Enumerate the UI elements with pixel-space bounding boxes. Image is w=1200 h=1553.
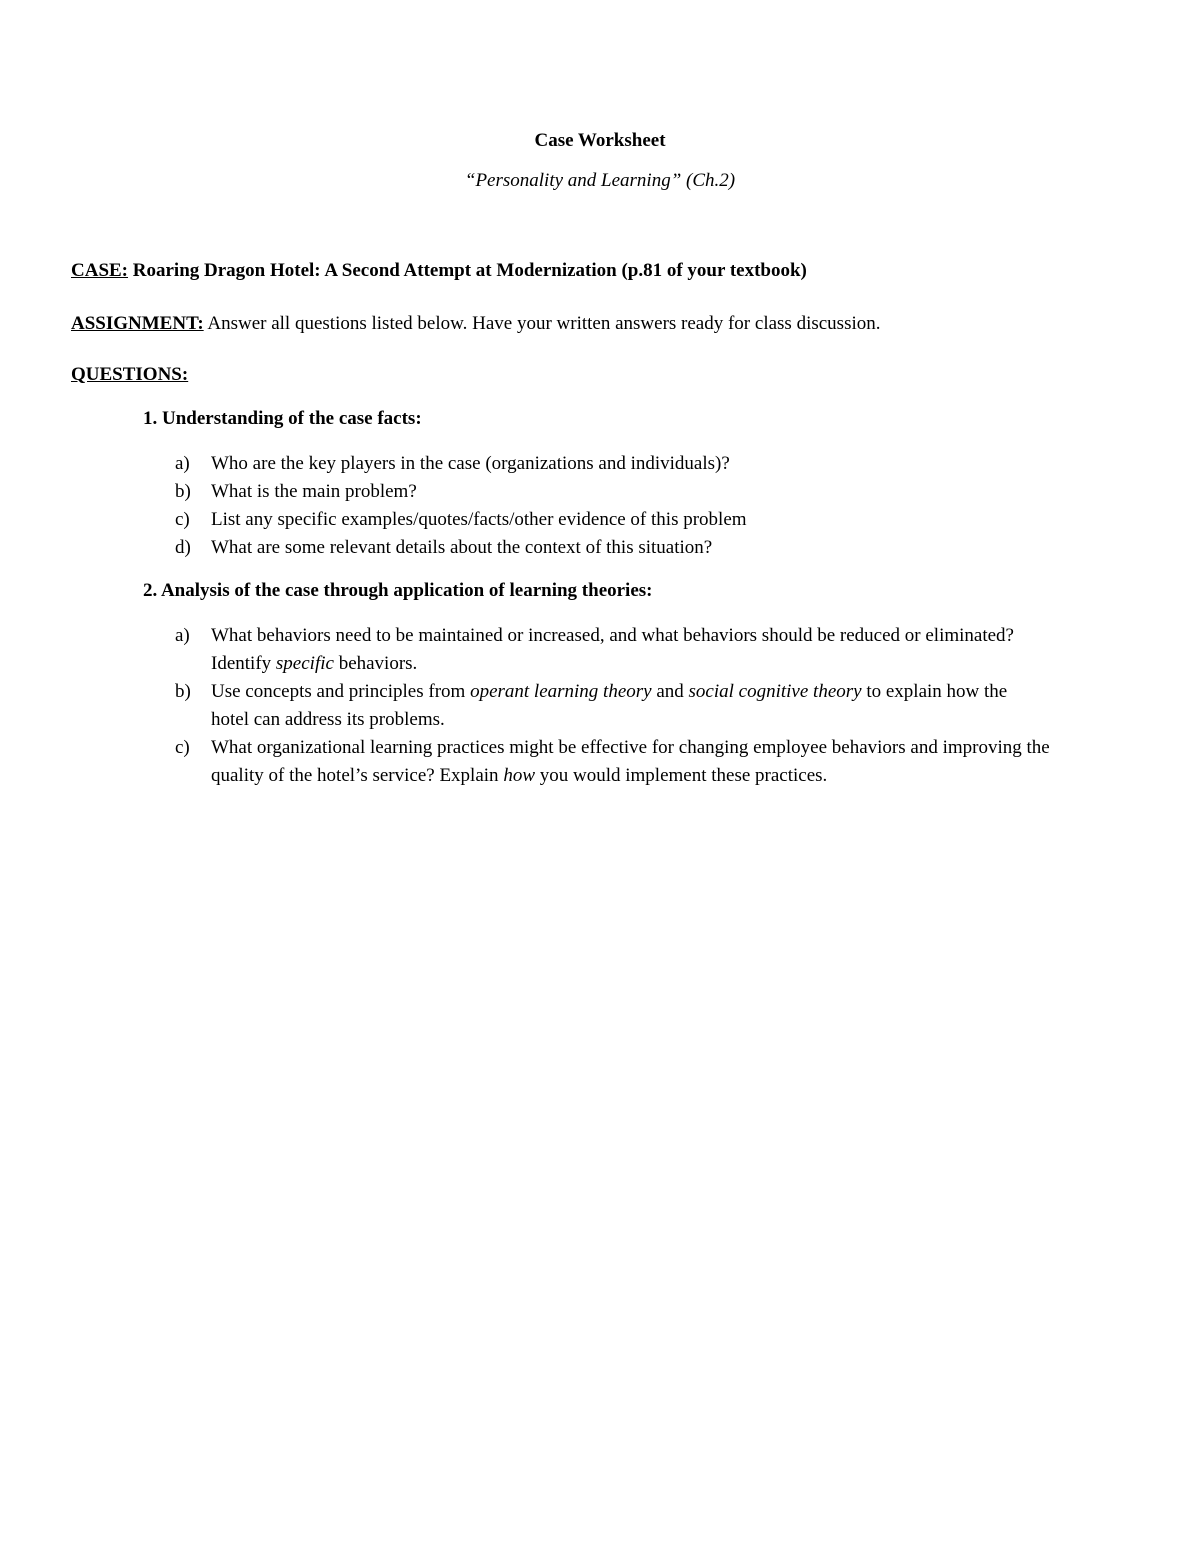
item-text-part: What behaviors need to be maintained or increased, and what behaviors should be reduced or eliminated? Identify	[211, 625, 1014, 674]
item-marker: d)	[175, 537, 191, 558]
item-marker: a)	[175, 453, 190, 474]
item-text-emphasis: operant learning theory	[470, 681, 652, 702]
item-marker: b)	[175, 481, 191, 502]
case-line	[71, 260, 807, 282]
list-item	[175, 534, 1095, 562]
item-text	[211, 734, 1095, 790]
item-text-part: you would implement these practices.	[535, 765, 828, 786]
list-item	[175, 622, 1065, 678]
assignment-line	[71, 313, 881, 335]
item-text: Who are the key players in the case (organizations and individuals)?	[211, 453, 730, 474]
page-subtitle: “Personality and Learning” (Ch.2)	[464, 170, 736, 191]
item-marker: b)	[175, 681, 191, 702]
item-text-emphasis: specific	[275, 653, 334, 674]
item-text-part: to explain how the hotel can address its problems.	[211, 681, 1008, 730]
item-text-part: Use concepts and principles from	[211, 681, 471, 702]
item-text: List any specific examples/quotes/facts/other evidence of this problem	[211, 509, 747, 530]
section1-heading: 1. Understanding of the case facts:	[143, 408, 422, 429]
list-item	[175, 450, 1095, 478]
item-text	[211, 678, 1025, 734]
item-text-emphasis: social cognitive theory	[688, 681, 862, 702]
list-item	[175, 478, 1095, 506]
list-item	[175, 678, 1025, 734]
section2-heading: 2. Analysis of the case through application of learning theories:	[143, 580, 653, 601]
item-text-part: behaviors.	[333, 653, 418, 674]
assignment-text: Answer all questions listed below. Have your written answers ready for class discussion.	[203, 313, 881, 334]
case-label: CASE:	[71, 260, 129, 281]
item-marker: c)	[175, 509, 190, 530]
questions-heading: QUESTIONS:	[71, 364, 189, 385]
item-text: What are some relevant details about the context of this situation?	[211, 537, 713, 558]
list-item	[175, 734, 1095, 790]
item-marker: c)	[175, 737, 190, 758]
assignment-label: ASSIGNMENT:	[71, 313, 204, 334]
item-text-part: What organizational learning practices might be effective for changing employee behaviors and improving the quality of the hotel’s service? Explain	[211, 737, 1050, 786]
case-text: Roaring Dragon Hotel: A Second Attempt at Modernization (p.81 of your textbook)	[128, 260, 807, 281]
item-text	[211, 622, 1065, 678]
item-text-emphasis: how	[503, 765, 535, 786]
item-text: What is the main problem?	[211, 481, 417, 502]
page-title: Case Worksheet	[534, 130, 666, 151]
list-item	[175, 506, 1095, 534]
item-marker: a)	[175, 625, 190, 646]
item-text-part: and	[651, 681, 689, 702]
